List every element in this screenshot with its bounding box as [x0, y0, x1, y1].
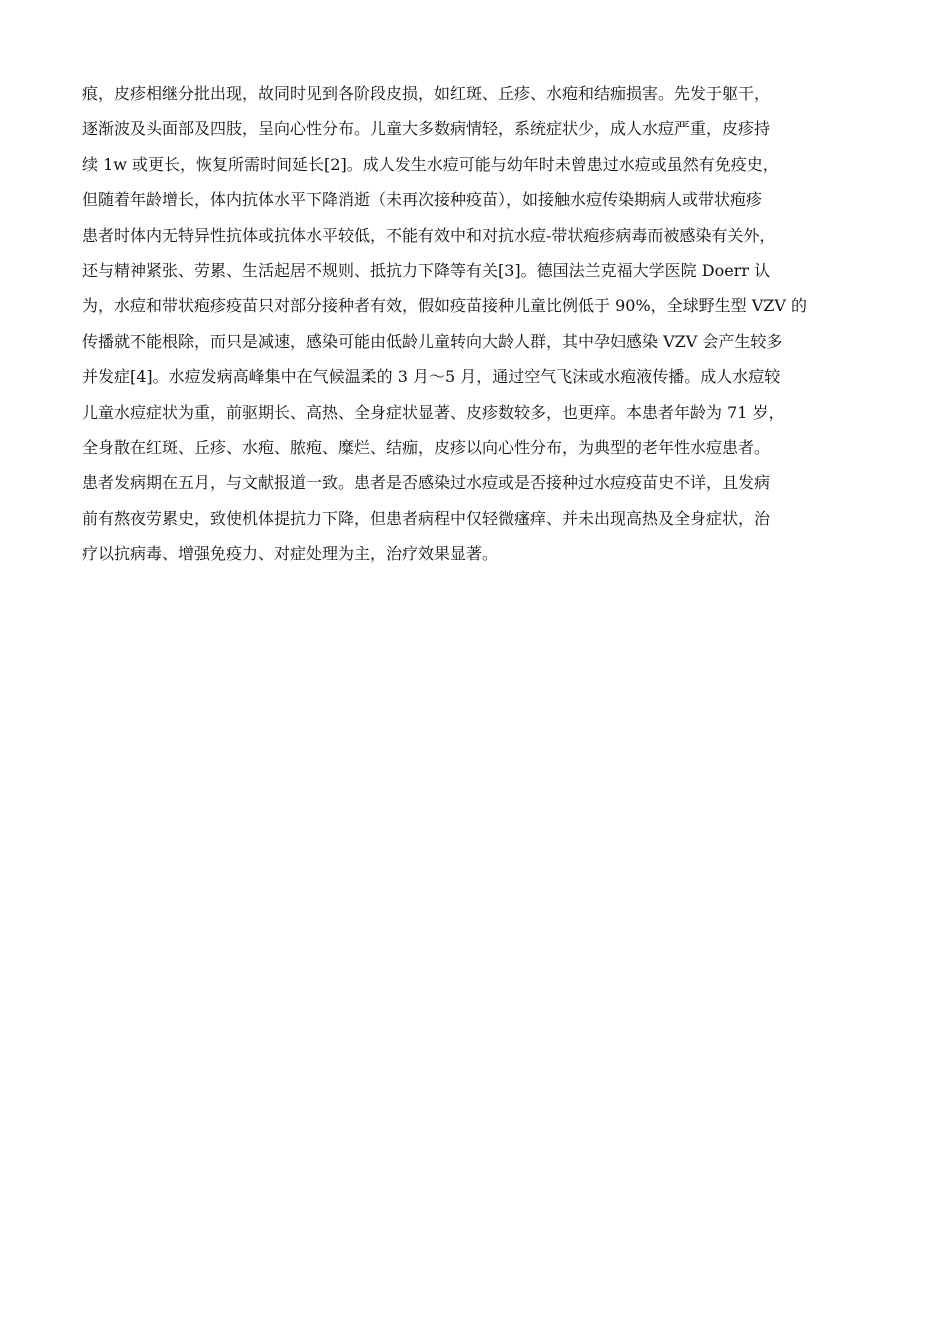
text-line: 还与精神紧张、劳累、生活起居不规则、抵抗力下降等有关[3]。德国法兰克福大学医院 Doerr 认 — [82, 260, 771, 280]
text-line: 患者时体内无特异性抗体或抗体水平较低，不能有效中和对抗水痘-带状疱疹病毒而被感染有关外， — [82, 225, 776, 245]
text-line: 前有熬夜劳累史，致使机体提抗力下降，但患者病程中仅轻微瘙痒、并未出现高热及全身症状，治 — [82, 508, 771, 528]
text-line: 痕，皮疹相继分批出现，故同时见到各阶段皮损，如红斑、丘疹、水疱和结痂损害。先发于躯干， — [82, 84, 771, 103]
text-line: 逐渐波及头面部及四肢，呈向心性分布。儿童大多数病情轻，系统症状少，成人水痘严重，皮疹持 — [82, 119, 771, 139]
text-line: 并发症[4]。水痘发病高峰集中在气候温柔的 3 月～5 月，通过空气飞沫或水疱液传播。成人水痘较 — [82, 367, 781, 387]
text-line: 续 1w 或更长，恢复所需时间延长[2]。成人发生水痘可能与幼年时未曾患过水痘或虽然有免疫史， — [82, 154, 779, 174]
text-line: 为，水痘和带状疱疹疫苗只对部分接种者有效，假如疫苗接种儿童比例低于 90%，全球野生型 VZV 的 — [82, 296, 808, 316]
text-line: 疗以抗病毒、增强免疫力、对症处理为主，治疗效果显著。 — [82, 544, 499, 564]
text-line: 传播就不能根除，而只是减速，感染可能由低龄儿童转向大龄人群，其中孕妇感染 VZV 会产生较多 — [82, 331, 783, 351]
body-paragraph — [82, 76, 882, 571]
text-line: 儿童水痘症状为重，前驱期长、高热、全身症状显著、皮疹数较多，也更痒。本患者年龄为 71 岁， — [82, 402, 785, 422]
text-line: 全身散在红斑、丘疹、水疱、脓疱、糜烂、结痂，皮疹以向心性分布，为典型的老年性水痘患者。 — [82, 437, 771, 457]
text-line: 患者发病期在五月，与文献报道一致。患者是否感染过水痘或是否接种过水痘疫苗史不详，且发病 — [82, 473, 771, 493]
text-line: 但随着年龄增长，体内抗体水平下降消逝（未再次接种疫苗），如接触水痘传染期病人或带状疱疹 — [82, 190, 763, 210]
